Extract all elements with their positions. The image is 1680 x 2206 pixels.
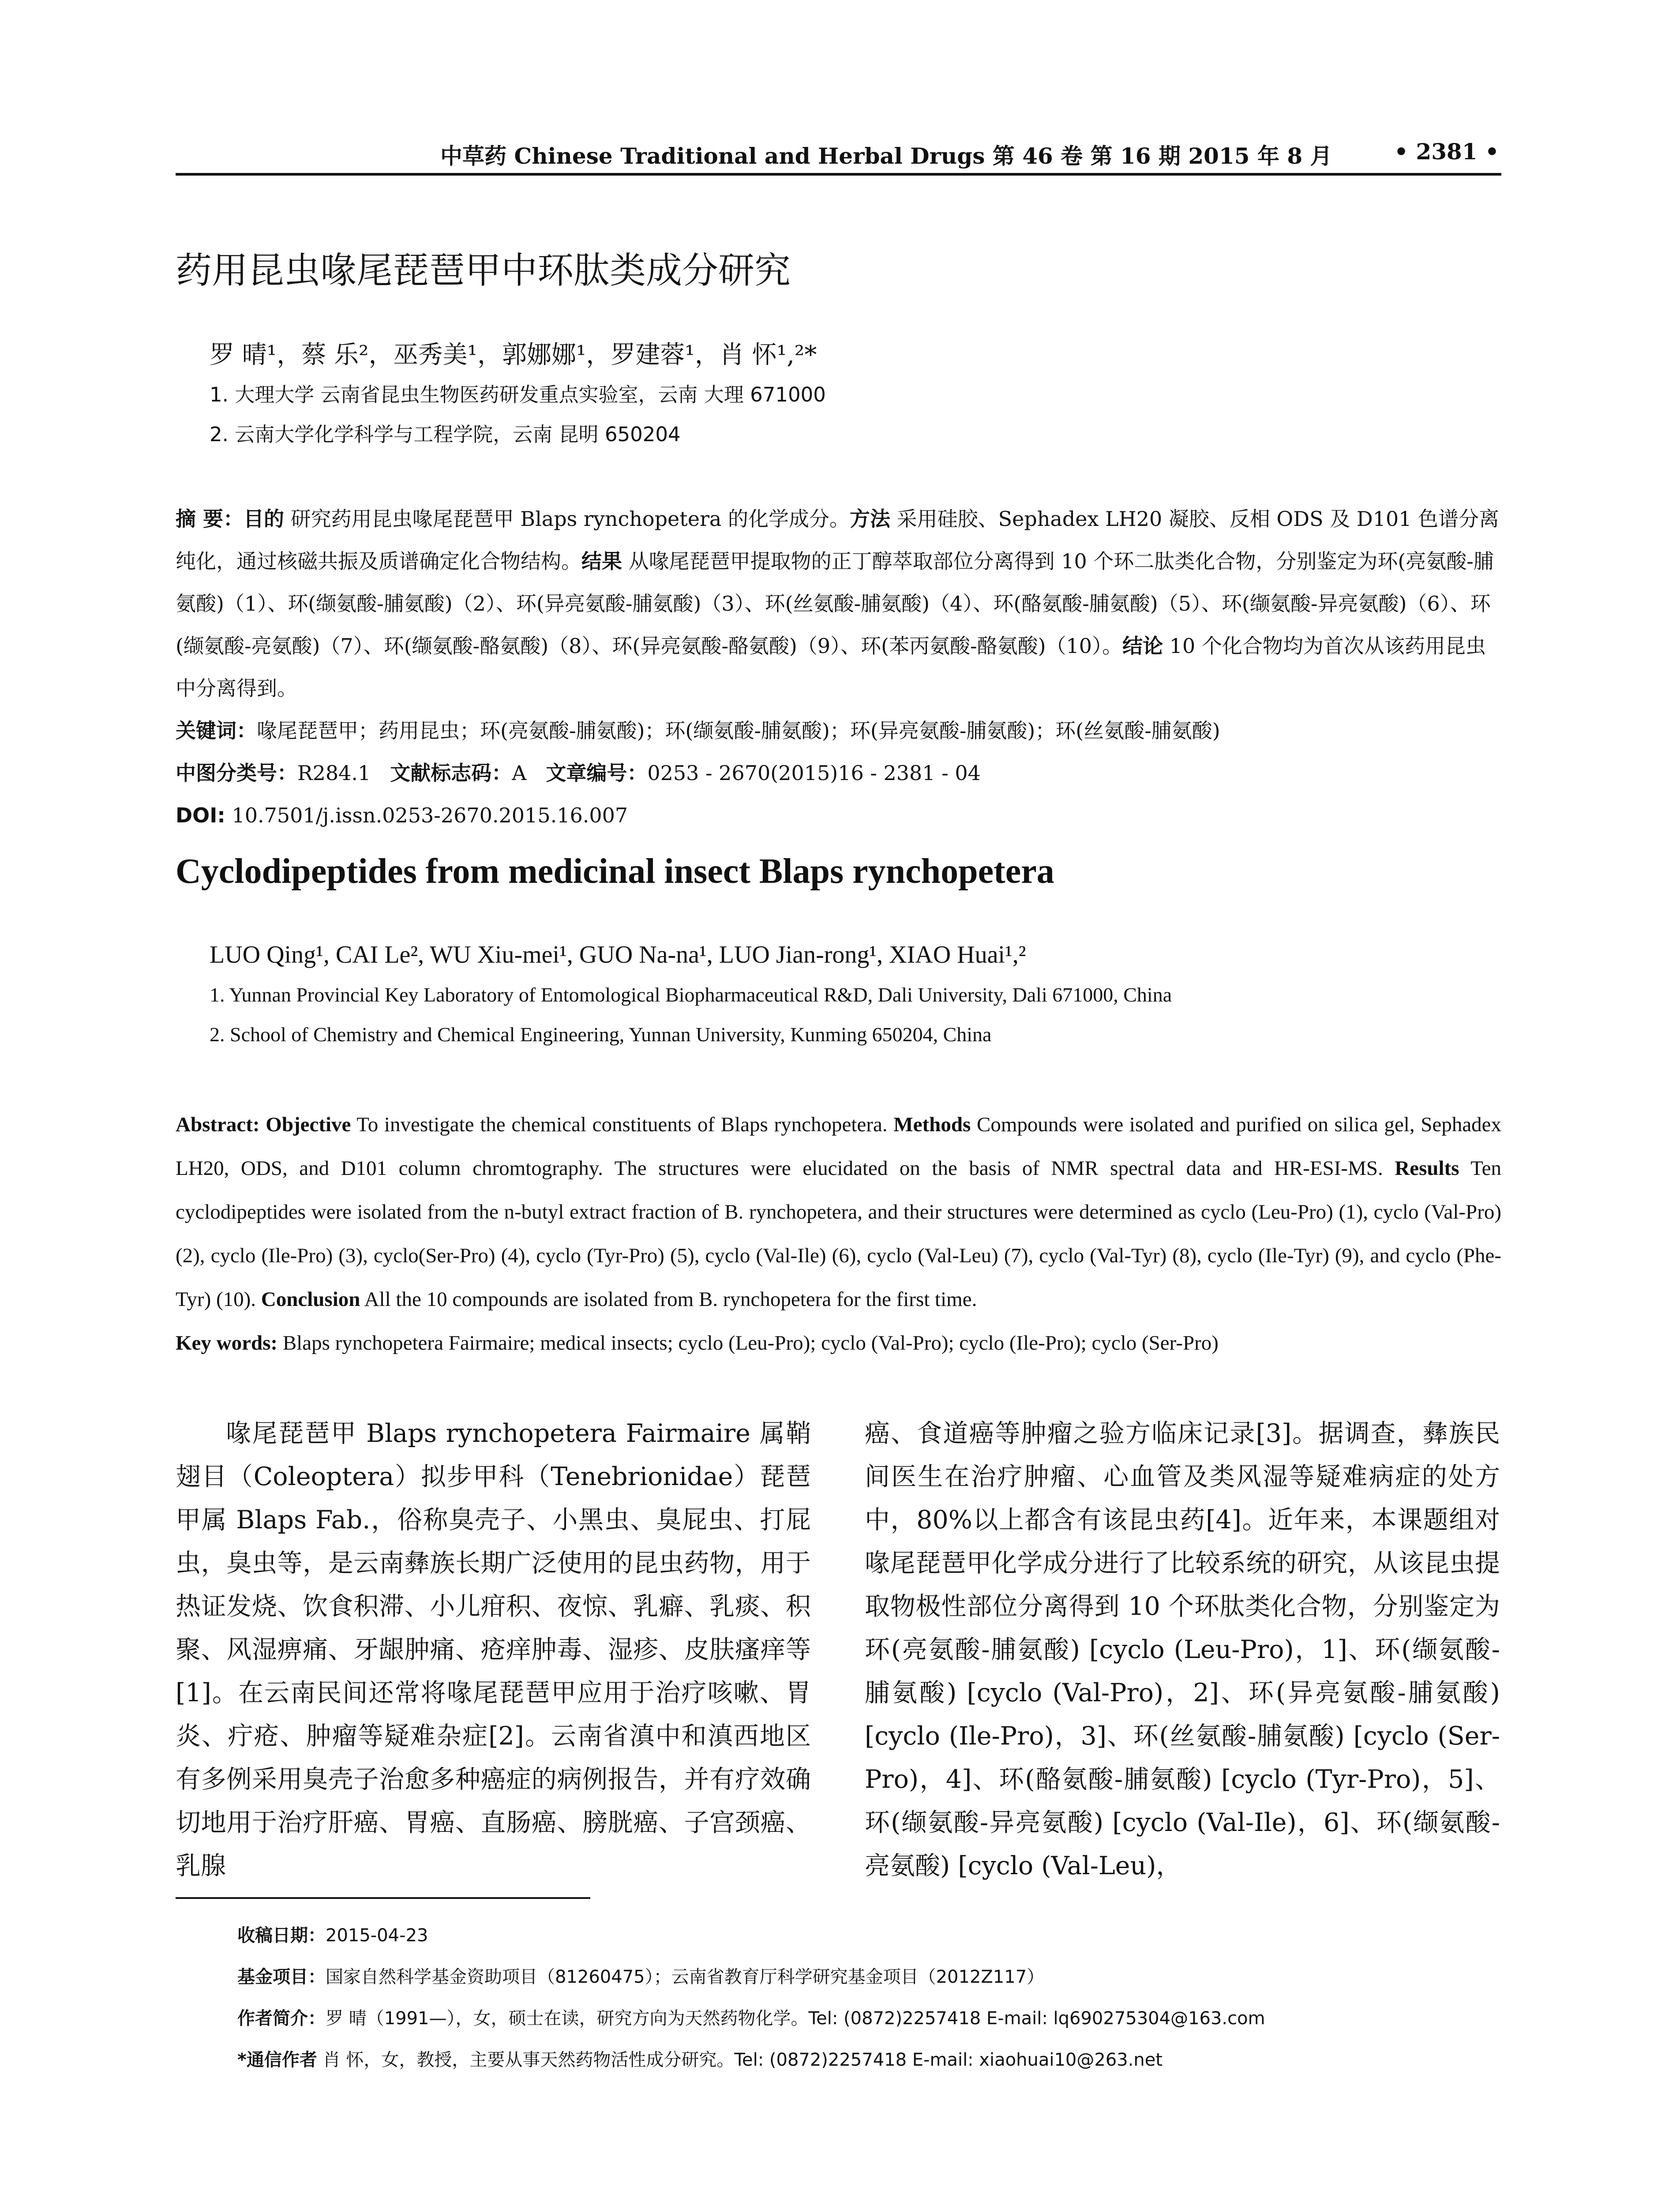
- affiliation-en-1: 1. Yunnan Provincial Key Laboratory of Entomological Biopharmaceutical R&D, Dali University, Dali 671000, China: [210, 983, 1172, 1006]
- journal-info: 中草药 Chinese Traditional and Herbal Drugs 第 46 卷 第 16 期 2015 年 8 月: [440, 143, 1332, 169]
- doccode-value: A: [512, 761, 527, 785]
- title-chinese: 药用昆虫喙尾琵琶甲中环肽类成分研究: [176, 250, 791, 292]
- keywords-en-label: Key words:: [176, 1332, 278, 1354]
- conclusion-en-label: Conclusion: [261, 1288, 360, 1311]
- objective-text: 研究药用昆虫喙尾琵琶甲 Blaps rynchopetera 的化学成分。: [290, 507, 850, 531]
- footnotes: [237, 1915, 1265, 2081]
- doi-value[interactable]: 10.7501/j.issn.0253-2670.2015.16.007: [232, 803, 628, 827]
- methods-en-text: Compounds were isolated and purified on silica gel, Sephadex LH20, ODS, and D101 column chromtography. The structures were elucidated on the basis of NMR spectral data and HR-ESI-MS.: [176, 1113, 1502, 1180]
- objective-en-label: Objective: [266, 1113, 351, 1136]
- title-english: Cyclodipeptides from medicinal insect Blaps rynchopetera: [176, 852, 1054, 891]
- body-column-left: [176, 1412, 811, 1887]
- authors-english: LUO Qing¹, CAI Le², WU Xiu-mei¹, GUO Na-na¹, LUO Jian-rong¹, XIAO Huai¹,²: [210, 941, 1026, 968]
- articleno-label: 文章编号：: [546, 761, 648, 785]
- page-number: • 2381 •: [1394, 139, 1499, 165]
- methods-text: 采用硅胶、Sephadex LH20 凝胶、反相 ODS 及 D101 色谱分离纯化，通过核磁共振及质谱确定化合物结构。: [176, 507, 1500, 573]
- results-label: 结果: [581, 549, 622, 573]
- abstract-english: [176, 1103, 1501, 1365]
- affiliation-cn-2: 2. 云南大学化学科学与工程学院，云南 昆明 650204: [210, 423, 681, 446]
- affiliation-cn-1: 1. 大理大学 云南省昆虫生物医药研发重点实验室，云南 大理 671000: [210, 383, 826, 406]
- abstract-label: 摘 要：: [176, 507, 244, 531]
- authors-chinese: 罗 晴¹，蔡 乐²，巫秀美¹，郭娜娜¹，罗建蓉¹，肖 怀¹,²*: [210, 341, 817, 369]
- results-en-label: Results: [1395, 1157, 1459, 1180]
- conclusion-en-text: All the 10 compounds are isolated from B. rynchopetera for the first time.: [364, 1288, 977, 1311]
- footnote-rule: [176, 1897, 590, 1899]
- body-column-right: [865, 1412, 1500, 1887]
- methods-en-label: Methods: [893, 1113, 971, 1136]
- fund-label: 基金项目：: [237, 1967, 326, 1987]
- header-rule: [176, 173, 1501, 176]
- affiliation-en-2: 2. School of Chemistry and Chemical Engineering, Yunnan University, Kunming 650204, China: [210, 1023, 992, 1046]
- conclusion-label: 结论: [1122, 634, 1163, 658]
- abstract-en-label: Abstract:: [176, 1113, 260, 1136]
- body-paragraph-left: 喙尾琵琶甲 Blaps rynchopetera Fairmaire 属鞘翅目（Coleoptera）拟步甲科（Tenebrionidae）琵琶甲属 Blaps Fab.，俗称臭壳子、小黑虫、臭屁虫、打屁虫，臭虫等，是云南彝族长期广泛使用的昆虫药物，用于热证发烧、饮食积滞、小儿疳积、夜惊、乳癖、乳痰、积聚、风湿痹痛、牙龈肿痛、疮痒肿毒、湿疹、皮肤瘙痒等[1]。在云南民间还常将喙尾琵琶甲应用于治疗咳嗽、胃炎、疔疮、肿瘤等疑难杂症[2]。云南省滇中和滇西地区有多例采用臭壳子治愈多种癌症的病例报告，并有疗效确切地用于治疗肝癌、胃癌、直肠癌、膀胱癌、子宫颈癌、乳腺: [176, 1419, 811, 1880]
- keywords-en-text: Blaps rynchopetera Fairmaire; medical insects; cyclo (Leu-Pro); cyclo (Val-Pro); cyclo (Ile-Pro); cyclo (Ser-Pro): [282, 1332, 1219, 1354]
- author-bio-label: 作者简介：: [237, 2008, 326, 2029]
- objective-en-text: To investigate the chemical constituents of Blaps rynchopetera.: [356, 1113, 888, 1136]
- received-label: 收稿日期：: [237, 1925, 326, 1946]
- doccode-label: 文献标志码：: [390, 761, 512, 785]
- fund-text: 国家自然科学基金资助项目（81260475）；云南省教育厅科学研究基金项目（2012Z117）: [326, 1967, 1045, 1987]
- clc-value: R284.1: [297, 761, 371, 785]
- objective-label: 目的: [244, 507, 285, 531]
- doi-label: DOI:: [176, 803, 225, 827]
- received-date: 2015-04-23: [326, 1925, 428, 1946]
- abstract-chinese: [176, 498, 1501, 837]
- author-bio-text: 罗 晴（1991—），女，硕士在读，研究方向为天然药物化学。Tel: (0872)2257418 E-mail: lq690275304@163.com: [326, 2008, 1265, 2029]
- clc-label: 中图分类号：: [176, 761, 297, 785]
- methods-label: 方法: [849, 507, 890, 531]
- articleno-value: 0253 - 2670(2015)16 - 2381 - 04: [647, 761, 981, 785]
- corresponding-text: 肖 怀，女，教授，主要从事天然药物活性成分研究。Tel: (0872)2257418 E-mail: xiaohuai10@263.net: [322, 2050, 1163, 2070]
- conclusion-text: 10 个化合物均为首次从该药用昆虫中分离得到。: [176, 634, 1486, 700]
- running-header: [176, 139, 1499, 174]
- results-text: 从喙尾琵琶甲提取物的正丁醇萃取部位分离得到 10 个环二肽类化合物，分别鉴定为环(亮氨酸-脯氨酸)（1）、环(缬氨酸-脯氨酸)（2）、环(异亮氨酸-脯氨酸)（3）、环(丝氨酸-脯氨酸)（4）、环(酪氨酸-脯氨酸)（5）、环(缬氨酸-异亮氨酸)（6）、环(缬氨酸-亮氨酸)（7）、环(缬氨酸-酪氨酸)（8）、环(异亮氨酸-酪氨酸)（9）、环(苯丙氨酸-酪氨酸)（10）。: [176, 549, 1494, 658]
- keywords-text: 喙尾琵琶甲；药用昆虫；环(亮氨酸-脯氨酸)；环(缬氨酸-脯氨酸)；环(异亮氨酸-脯氨酸)；环(丝氨酸-脯氨酸): [257, 719, 1220, 743]
- keywords-label: 关键词：: [176, 719, 257, 743]
- results-en-text: Ten cyclodipeptides were isolated from the n-butyl extract fraction of B. rynchopetera, and their structures were determined as cyclo (Leu-Pro) (1), cyclo (Val-Pro) (2), cyclo (Ile-Pro) (3), cyclo(Ser-Pro) (4), cyclo (Tyr-Pro) (5), cyclo (Val-Ile) (6), cyclo (Val-Leu) (7), cyclo (Val-Tyr) (8), cyclo (Ile-Tyr) (9), and cyclo (Phe-Tyr) (10).: [176, 1157, 1502, 1311]
- body-paragraph-right: 癌、食道癌等肿瘤之验方临床记录[3]。据调查，彝族民间医生在治疗肿瘤、心血管及类风湿等疑难病症的处方中，80%以上都含有该昆虫药[4]。近年来，本课题组对喙尾琵琶甲化学成分进行了比较系统的研究，从该昆虫提取物极性部位分离得到 10 个环肽类化合物，分别鉴定为环(亮氨酸-脯氨酸) [cyclo (Leu-Pro)，1]、环(缬氨酸-脯氨酸) [cyclo (Val-Pro)，2]、环(异亮氨酸-脯氨酸) [cyclo (Ile-Pro)，3]、环(丝氨酸-脯氨酸) [cyclo (Ser-Pro)，4]、环(酪氨酸-脯氨酸) [cyclo (Tyr-Pro)，5]、环(缬氨酸-异亮氨酸) [cyclo (Val-Ile)，6]、环(缬氨酸-亮氨酸) [cyclo (Val-Leu)，: [865, 1419, 1500, 1880]
- corresponding-label: *通信作者: [237, 2050, 317, 2070]
